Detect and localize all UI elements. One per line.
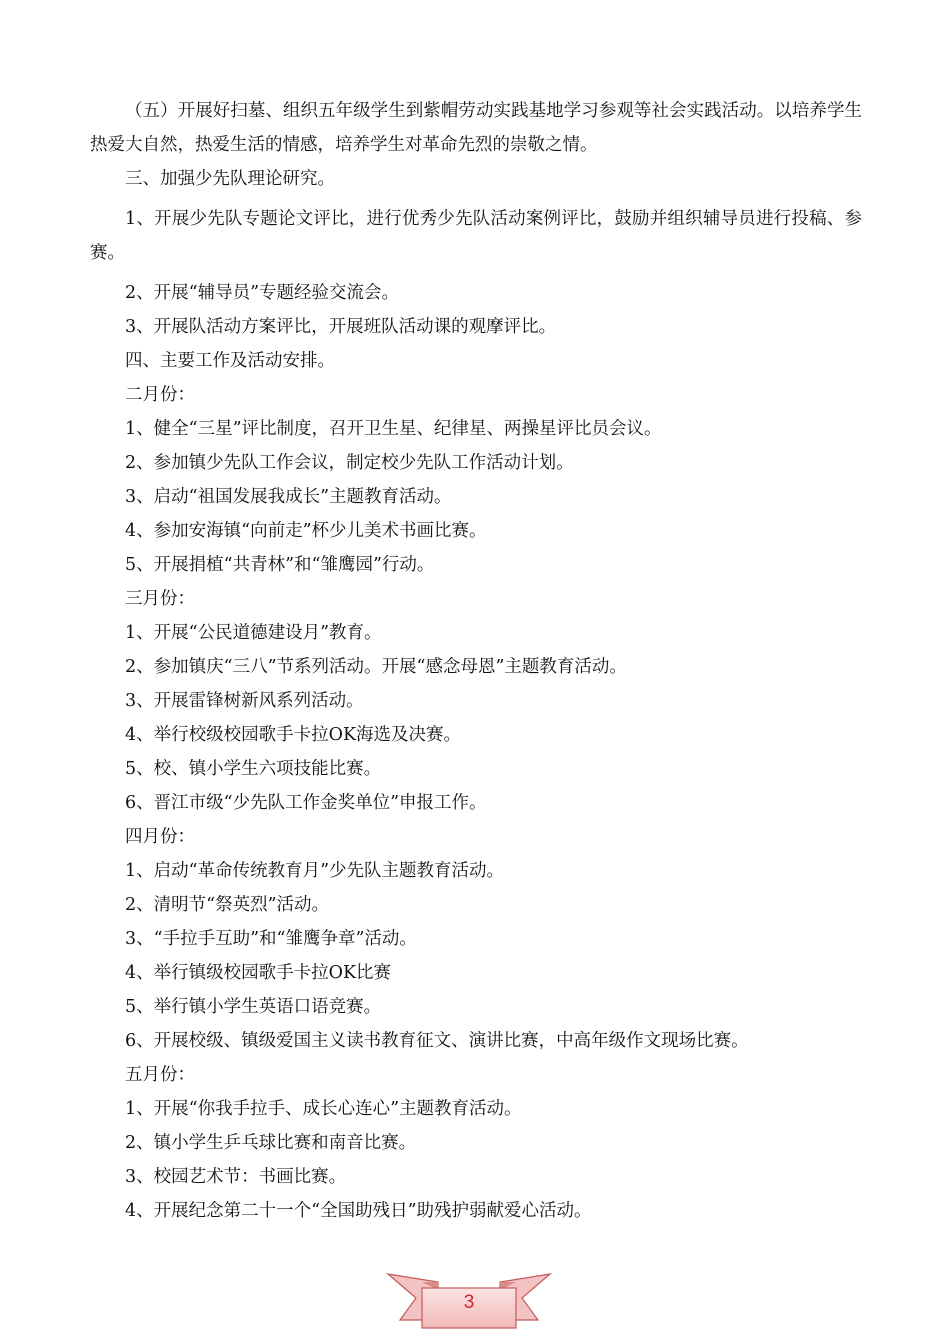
list-item: 2、参加镇少先队工作会议，制定校少先队工作活动计划。: [125, 453, 574, 473]
list-item: 6、开展校级、镇级爱国主义读书教育征文、演讲比赛，中高年级作文现场比赛。: [125, 1031, 749, 1051]
list-item: 5、校、镇小学生六项技能比赛。: [125, 759, 382, 779]
month-heading-april: 四月份：: [125, 827, 195, 847]
list-item: 1、启动“革命传统教育月”少先队主题教育活动。: [125, 861, 505, 881]
page-number-badge: [382, 1268, 556, 1330]
list-item: 3、开展雷锋树新风系列活动。: [125, 691, 364, 711]
section-heading-4: 四、主要工作及活动安排。: [125, 351, 335, 371]
paragraph-intro: （五）开展好扫墓、组织五年级学生到紫帽劳动实践基地学习参观等社会实践活动。以培养学生热爱大自然，热爱生活的情感，培养学生对革命先烈的崇敬之情。: [90, 101, 862, 155]
list-item: 1、健全“三星”评比制度，召开卫生星、纪律星、两操星评比员会议。: [125, 419, 662, 439]
list-item: 4、参加安海镇“向前走”杯少儿美术书画比赛。: [125, 521, 487, 541]
list-item: 1、开展“公民道德建设月”教育。: [125, 623, 382, 643]
list-item: 3、校园艺术节：书画比赛。: [125, 1167, 347, 1187]
list-item: 2、开展“辅导员”专题经验交流会。: [125, 283, 400, 303]
list-item: 2、镇小学生乒乓球比赛和南音比赛。: [125, 1133, 417, 1153]
list-item: 2、参加镇庆“三八”节系列活动。开展“感念母恩”主题教育活动。: [125, 657, 627, 677]
month-heading-march: 三月份：: [125, 589, 195, 609]
page-number: 3: [463, 1292, 475, 1313]
list-item: 3、启动“祖国发展我成长”主题教育活动。: [125, 487, 452, 507]
list-item: 5、举行镇小学生英语口语竞赛。: [125, 997, 382, 1017]
list-item: 4、开展纪念第二十一个“全国助残日”助残护弱献爱心活动。: [125, 1201, 592, 1221]
list-item: 4、举行镇级校园歌手卡拉OK比赛: [125, 963, 392, 983]
list-item: 2、清明节“祭英烈”活动。: [125, 895, 330, 915]
list-item: 4、举行校级校园歌手卡拉OK海选及决赛。: [125, 725, 462, 745]
list-item: 5、开展捐植“共青林”和“雏鹰园”行动。: [125, 555, 435, 575]
list-item: 6、晋江市级“少先队工作金奖单位”申报工作。: [125, 793, 487, 813]
month-heading-february: 二月份：: [125, 385, 195, 405]
list-item: 1、开展少先队专题论文评比，进行优秀少先队活动案例评比，鼓励并组织辅导员进行投稿、参赛。: [90, 209, 862, 263]
list-item: 3、“手拉手互助”和“雏鹰争章”活动。: [125, 929, 417, 949]
list-item: 3、开展队活动方案评比，开展班队活动课的观摩评比。: [125, 317, 557, 337]
section-heading-3: 三、加强少先队理论研究。: [125, 169, 335, 189]
month-heading-may: 五月份：: [125, 1065, 195, 1085]
list-item: 1、开展“你我手拉手、成长心连心”主题教育活动。: [125, 1099, 522, 1119]
